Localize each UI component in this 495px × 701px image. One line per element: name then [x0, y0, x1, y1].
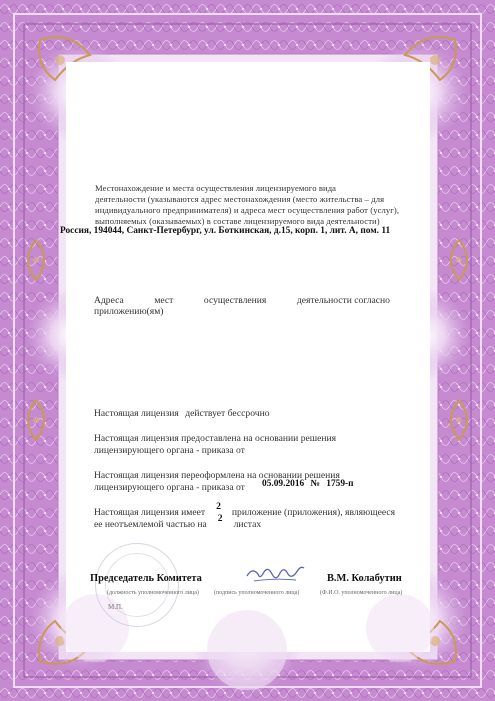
- places-label-line2: приложению(ям): [94, 306, 164, 317]
- places-word: Адреса: [94, 295, 124, 306]
- reissued-order: [262, 479, 354, 489]
- location-label-line2: деятельности (указываются адрес местонахождения (место жительства – для: [95, 194, 385, 204]
- position-caption: (должность уполномоченного лица): [107, 590, 199, 596]
- places-word: деятельности согласно: [296, 295, 390, 306]
- reissued-line1: Настоящая лицензия переоформлена на основании решения: [94, 470, 340, 481]
- granted-line2: лицензирующего органа - приказа от: [94, 445, 245, 456]
- signatory-name: В.М. Колабутин: [327, 573, 402, 584]
- location-label-line1: Местонахождение и места осуществления лицензируемого вида: [95, 183, 337, 193]
- reissued-number: 1759-п: [326, 479, 354, 489]
- validity-line: [94, 408, 270, 419]
- annex-count: 2: [216, 501, 221, 512]
- reissued-date: 05.09.2016: [262, 479, 305, 489]
- places-label-line1: [94, 295, 390, 306]
- location-label-line4: выполняемых (оказываемых) в составе лицензируемого вида деятельности): [95, 216, 380, 226]
- annex-text: ее неотъемлемой частью на: [94, 519, 207, 530]
- handwritten-signature: [244, 562, 306, 588]
- stamp-place-mark: М.П.: [108, 603, 123, 611]
- annex-text: листах: [233, 519, 262, 530]
- validity-label: Настоящая лицензия: [94, 408, 179, 419]
- annex-sheets: 2: [217, 513, 223, 524]
- places-word: мест: [154, 295, 174, 306]
- granted-line1: Настоящая лицензия предоставлена на основании решения: [94, 433, 337, 444]
- number-sign: №: [310, 479, 320, 489]
- signature-caption: (подпись уполномоченного лица): [214, 590, 300, 596]
- annex-text: Настоящая лицензия имеет: [94, 507, 206, 518]
- name-caption: (Ф.И.О. уполномоченного лица): [320, 590, 403, 596]
- location-label-line3: индивидуального предпринимателя) и адреса мест осуществления работ (услуг),: [95, 205, 400, 215]
- validity-value: действует бессрочно: [185, 408, 270, 419]
- places-word: осуществления: [203, 295, 267, 306]
- signatory-position: Председатель Комитета: [90, 573, 202, 584]
- reissued-line2: лицензирующего органа - приказа от: [94, 482, 245, 493]
- address-value: Россия, 194044, Санкт-Петербург, ул. Боткинская, д.15, корп. 1, лит. А, пом. 11: [60, 226, 391, 236]
- annex-line2: [94, 513, 262, 530]
- annex-line1: [94, 501, 396, 518]
- annex-text: приложение (приложения), являющееся: [231, 507, 396, 518]
- official-seal: [95, 543, 179, 627]
